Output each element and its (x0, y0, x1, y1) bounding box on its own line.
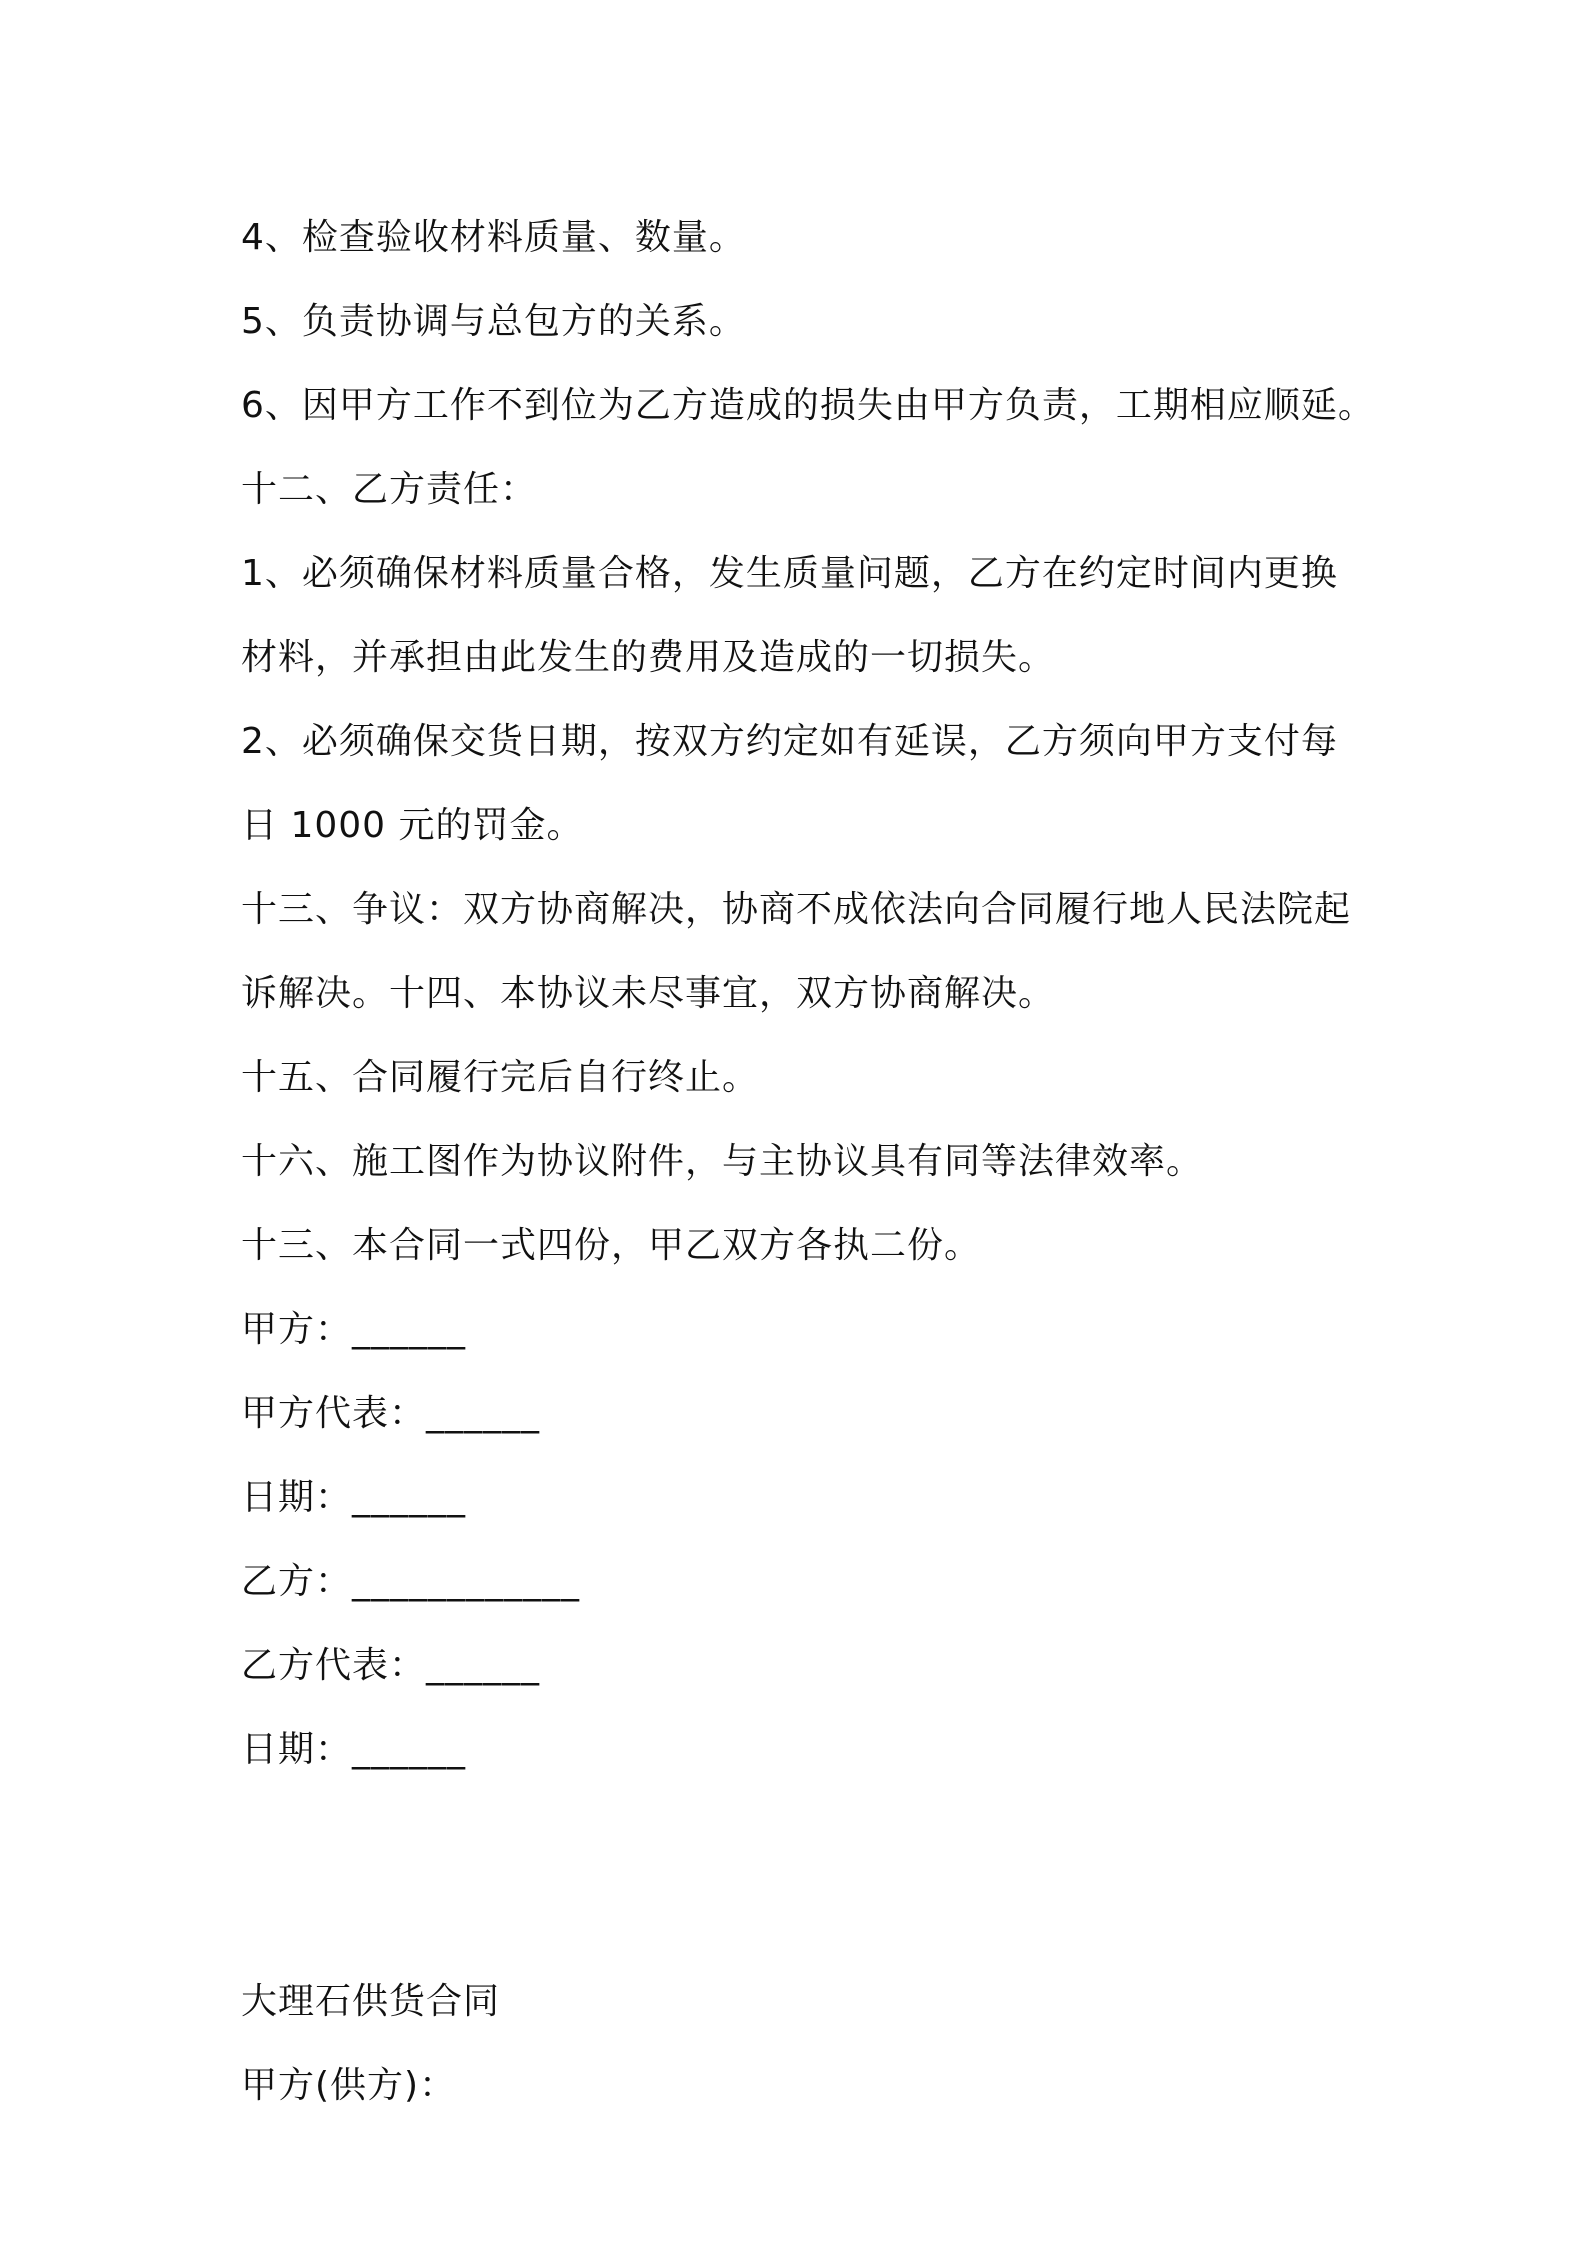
clause-line: 4、检查验收材料质量、数量。 (241, 217, 746, 258)
signature-party-a: 甲方：______ (241, 1309, 467, 1350)
next-document-title: 大理石供货合同 (241, 1981, 501, 2022)
clause-line: 十五、合同履行完后自行终止。 (241, 1057, 760, 1098)
signature-party-a-rep: 甲方代表：______ (241, 1393, 541, 1434)
signature-party-b-rep: 乙方代表：______ (241, 1645, 541, 1686)
signature-party-b-date: 日期：______ (241, 1729, 467, 1770)
signature-party-b: 乙方：____________ (241, 1561, 581, 1602)
clause-line: 十六、施工图作为协议附件，与主协议具有同等法律效率。 (241, 1141, 1204, 1182)
clause-line: 十三、本合同一式四份，甲乙双方各执二份。 (241, 1225, 982, 1266)
signature-party-a-date: 日期：______ (241, 1477, 467, 1518)
clause-line: 日 1000 元的罚金。 (241, 805, 584, 846)
clause-line: 十三、争议：双方协商解决，协商不成依法向合同履行地人民法院起 (241, 889, 1352, 930)
clause-line: 诉解决。十四、本协议未尽事宜，双方协商解决。 (241, 973, 1056, 1014)
clause-line: 2、必须确保交货日期，按双方约定如有延误，乙方须向甲方支付每 (241, 721, 1338, 762)
clause-line: 1、必须确保材料质量合格，发生质量问题，乙方在约定时间内更换 (241, 553, 1338, 594)
section-gap (241, 1792, 1371, 1960)
section-heading: 十二、乙方责任： (241, 469, 538, 510)
clause-line: 6、因甲方工作不到位为乙方造成的损失由甲方负责，工期相应顺延。 (241, 385, 1375, 426)
clause-line: 5、负责协调与总包方的关系。 (241, 301, 746, 342)
next-document-party: 甲方(供方)： (241, 2065, 457, 2106)
clause-line: 材料，并承担由此发生的费用及造成的一切损失。 (241, 637, 1056, 678)
document-body (241, 196, 1375, 2128)
